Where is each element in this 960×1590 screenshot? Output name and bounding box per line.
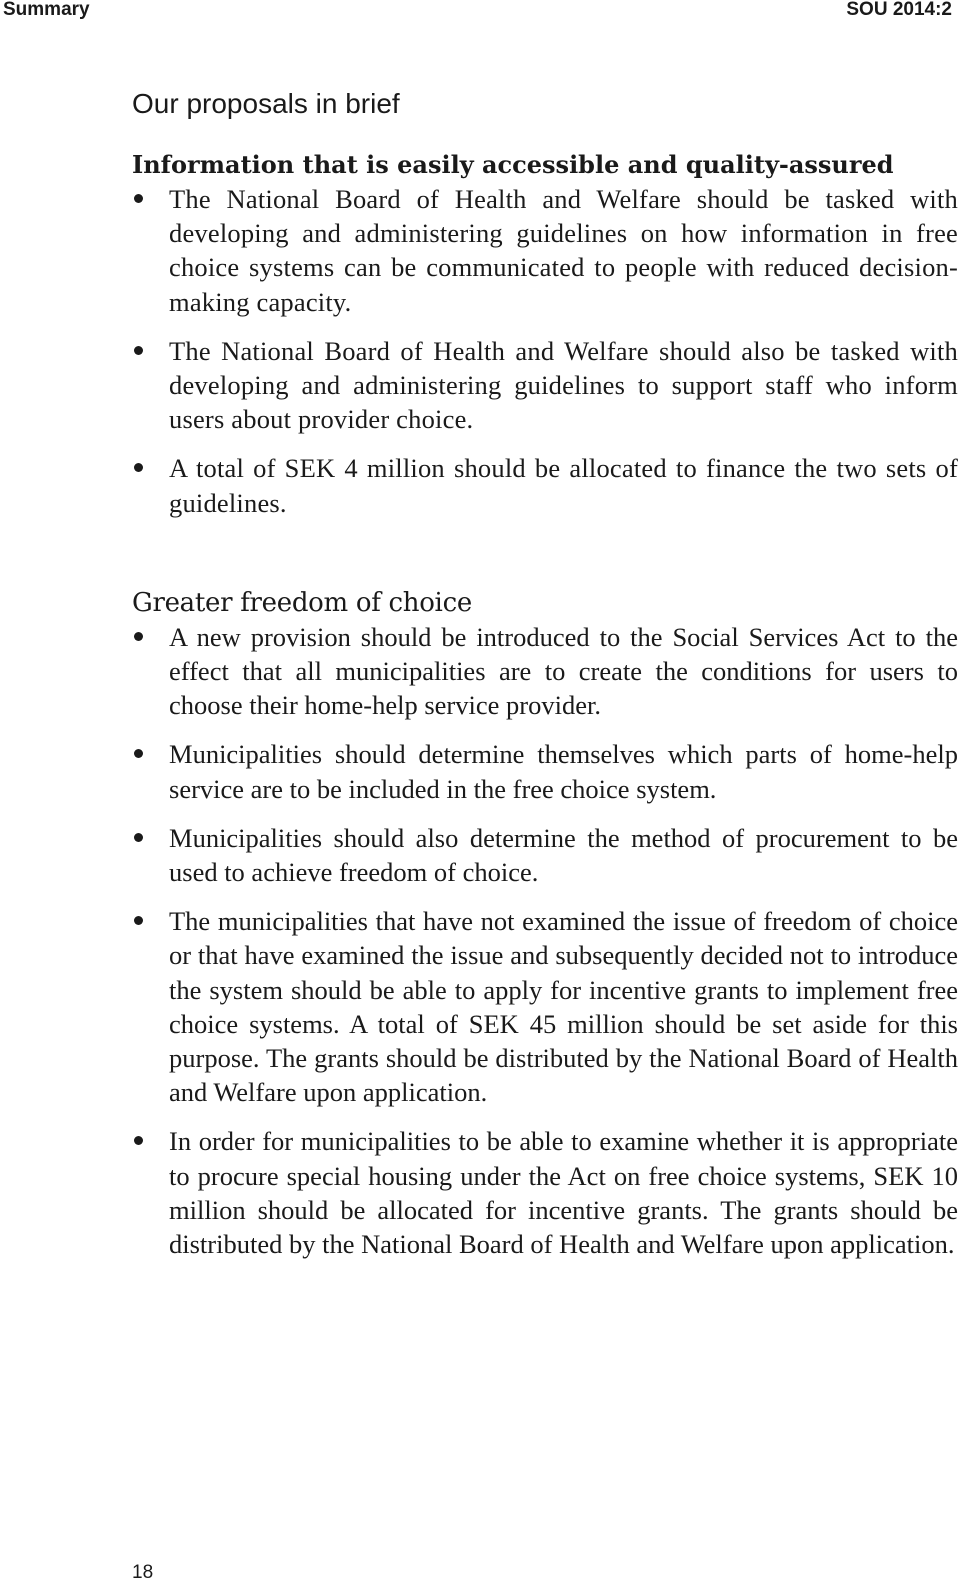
bullet-icon xyxy=(134,194,143,203)
bullet-icon xyxy=(134,749,143,758)
list-item xyxy=(132,821,958,889)
list-item xyxy=(132,1124,958,1261)
list-item-text: Municipalities should determine themselves which parts of home-help service are to be included in the free choice system. xyxy=(169,739,958,804)
list-item xyxy=(132,904,958,1109)
section-heading-information: Information that is easily accessible and quality-assured xyxy=(132,150,894,179)
list-item-text: In order for municipalities to be able to examine whether it is appropriate to procure special housing under the Act on free choice systems, SEK 10 million should be allocated for incentive grants. The grants should be distributed by the National Board of Health and Welfare upon application. xyxy=(169,1126,958,1260)
bullet-icon xyxy=(134,632,143,641)
running-header-document-id: SOU 2014:2 xyxy=(846,0,952,20)
bullet-icon xyxy=(134,346,143,355)
list-item-text: The National Board of Health and Welfare should also be tasked with developing and administering guidelines to support staff who inform users about provider choice. xyxy=(169,335,958,435)
list-item xyxy=(132,451,958,519)
list-item-text: A new provision should be introduced to the Social Services Act to the effect that all municipalities are to create the conditions for users to choose their home-help service provider. xyxy=(169,621,958,721)
running-header-section: Summary xyxy=(3,0,90,20)
list-item-text: The municipalities that have not examined the issue of freedom of choice or that have examined the issue and subsequently decided not to introduce the system should be able to apply for incentive grants to implement free choice systems. A total of SEK 45 million should be set aside for this purpose. The grants should be distributed by the National Board of Health and Welfare upon application. xyxy=(169,906,958,1108)
list-item xyxy=(132,334,958,437)
page-title: Our proposals in brief xyxy=(132,88,400,119)
bullet-icon xyxy=(134,463,143,472)
bullet-icon xyxy=(134,916,143,925)
list-item xyxy=(132,620,958,723)
list-item-text: The National Board of Health and Welfare should be tasked with developing and administering guidelines on how information in free choice systems can be communicated to people with reduced decision-making capacity. xyxy=(169,184,958,317)
list-item-text: A total of SEK 4 million should be allocated to finance the two sets of guidelines. xyxy=(169,453,958,518)
running-header xyxy=(0,0,960,22)
section-heading-freedom-of-choice: Greater freedom of choice xyxy=(132,587,472,618)
page-content xyxy=(132,86,958,1276)
list-item-text: Municipalities should also determine the method of procurement to be used to achieve freedom of choice. xyxy=(169,822,958,888)
list-item xyxy=(132,182,958,319)
bullet-icon xyxy=(134,1136,143,1145)
bullet-icon xyxy=(134,833,143,842)
bullet-list-information xyxy=(132,182,958,520)
bullet-list-freedom-of-choice xyxy=(132,620,958,1261)
list-item xyxy=(132,737,958,805)
page-number: 18 xyxy=(132,1562,154,1583)
